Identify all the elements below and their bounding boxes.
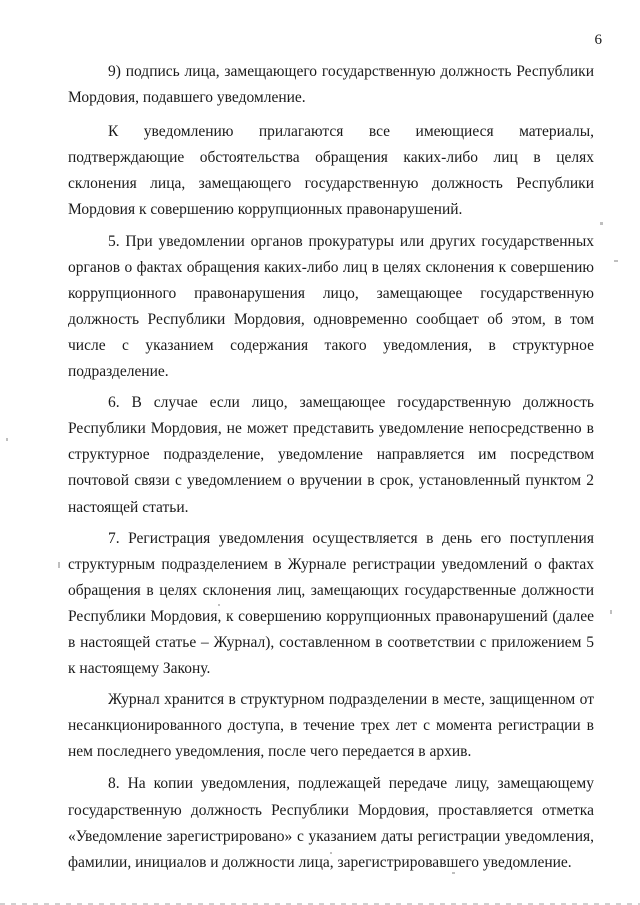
document-body [68,59,594,881]
paragraph-journal-storage: Журнал хранится в структурном подразделении в месте, защищенном от несанкционированного доступа, в течение трех лет с момента регистрации в нем последнего уведомления, после чего передается в архив. [68,691,594,761]
paragraph-item-5: 5. При уведомлении органов прокуратуры или других государственных органов о фактах обращения каких-либо лиц в целях склонения к совершению коррупционного правонарушения лицо, замещающее государственную должность Республики Мордовия, одновременно сообщает об этом, в том числе с указанием содержания такого уведомления, в структурное подразделение. [68,232,594,381]
paragraph-item-8: 8. На копии уведомления, подлежащей передаче лицу, замещающему государственную должность Республики Мордовия, проставляется отметка «Уведомление зарегистрировано» с указанием даты регистрации уведомления, фамилии, инициалов и должности лица, зарегистрировавшего уведомление. [68,775,594,871]
scan-speck [614,260,618,262]
scan-speck [6,438,8,441]
paragraph-signature-item: 9) подпись лица, замещающего государственную должность Республики Мордовия, подавшего уведомление. [68,63,594,107]
page-number: 6 [594,32,602,48]
scan-speck [58,562,60,568]
paragraph-item-7: 7. Регистрация уведомления осуществляется в день его поступления структурным подразделением в Журнале регистрации уведомлений о фактах обращения в целях склонения лиц, замещающих государственные должности Республики Мордовия, к совершению коррупционных правонарушений (далее в настоящей статье – Журнал), составленном в соответствии с приложением 5 к настоящему Закону. [68,529,594,678]
scan-speck [452,872,455,874]
scan-speck [600,222,603,225]
scan-speck [330,852,332,854]
paragraph-item-6: 6. В случае если лицо, замещающее государственную должность Республики Мордовия, не может представить уведомление непосредственно в структурное подразделение, уведомление направляется им посредством почтовой связи с уведомлением о вручении в срок, установленный пунктом 2 настоящей статьи. [68,394,594,516]
scan-speck [610,610,612,614]
scan-speck [218,604,220,606]
paragraph-attached-materials: К уведомлению прилагаются все имеющиеся материалы, подтверждающие обстоятельства обращения каких-либо лиц в целях склонения лица, замещающего государственную должность Республики Мордовия к совершению коррупционных правонарушений. [68,123,594,219]
